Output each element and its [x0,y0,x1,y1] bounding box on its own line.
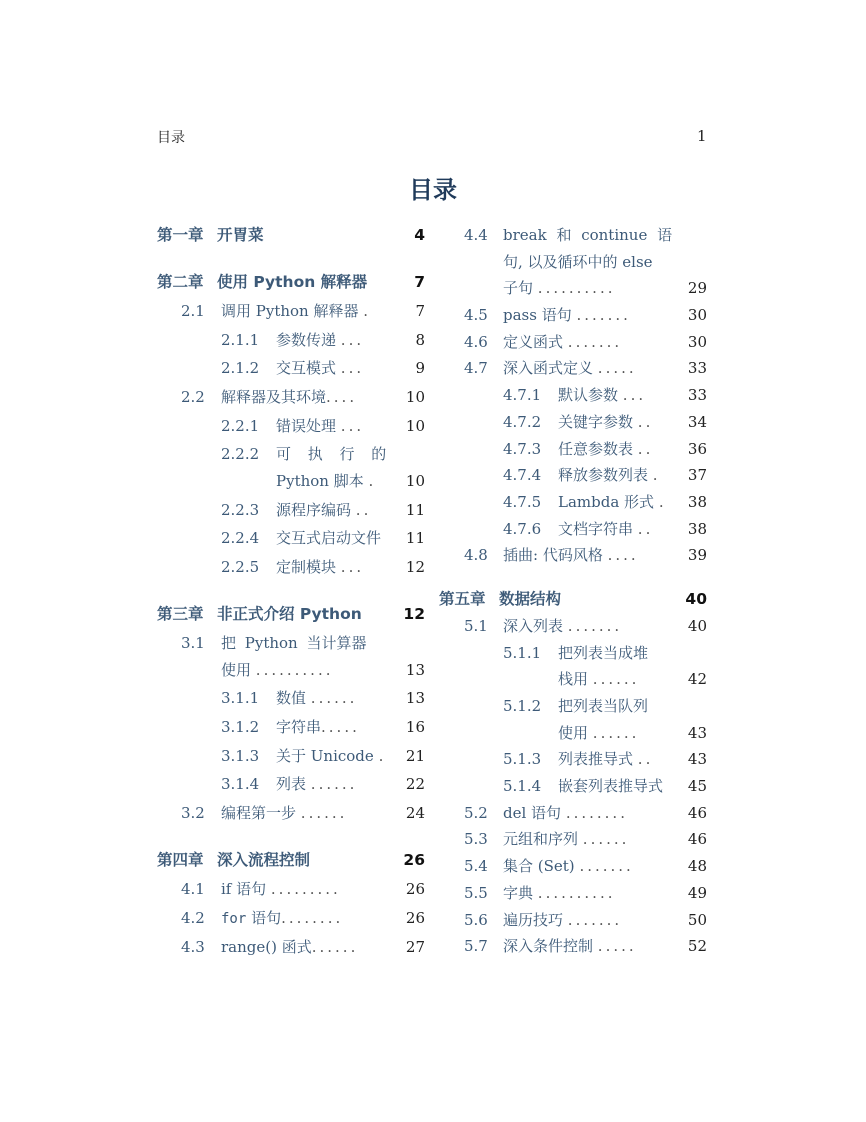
entry-number: 5.5 [464,884,488,902]
entry-title: 关于 Unicode [276,747,374,765]
entry-title: if 语句 [221,880,267,898]
entry-title: range() 函式 [221,938,312,956]
entry-number: 5.7 [464,937,488,955]
entry-number: 2.1.1 [221,331,260,349]
entry-page: 45 [687,777,707,795]
dot-leader: ...... [300,804,348,822]
entry-page: 10 [405,417,425,435]
entry-number: 3.1.4 [221,775,260,793]
dot-leader: ...... [592,670,640,688]
toc-entry-5-1-2[interactable] [503,693,707,747]
entry-title-line-1: 把列表当队列 [558,697,649,715]
dot-leader: ....... [567,911,623,929]
running-header-title: 目录 [157,130,185,146]
entry-title: 参数传递 [276,331,337,349]
entry-title: 遍历技巧 [503,911,564,929]
entry-number: 3.2 [181,804,205,822]
entry-page: 39 [687,546,707,564]
entry-page: 11 [405,501,425,519]
entry-number: 4.3 [181,938,205,956]
dot-leader: ..... [597,937,637,955]
entry-page: 9 [415,359,425,377]
entry-page: 34 [687,413,707,431]
entry-number: 5.1.2 [503,697,542,715]
entry-title: 插曲: 代码风格 [503,546,603,564]
entry-title: 交互模式 [276,359,337,377]
entry-title: 释放参数列表 [558,466,649,484]
running-header-page-number: 1 [697,127,707,145]
entry-number: 3.1 [181,634,205,652]
entry-page: 46 [687,830,707,848]
entry-number: 4.7.6 [503,520,542,538]
entry-title-line-2: Python 脚本 [276,472,364,490]
entry-number: 2.1 [181,302,205,320]
entry-page: 29 [687,279,707,297]
entry-title: 列表推导式 [558,750,634,768]
entry-title-line-2: 栈用 [558,670,589,688]
dot-leader: ...... [310,689,358,707]
entry-number: 2.2.5 [221,558,260,576]
chapter-title: 使用 Python 解释器 [217,273,368,291]
entry-title-line-2: 使用 [558,724,589,742]
entry-title: 字符串 [276,718,322,736]
entry-number: 5.1.4 [503,777,542,795]
dot-leader: . [368,472,377,490]
dot-leader: ...... [311,938,359,956]
dot-leader: ... [340,417,365,435]
entry-number: 3.1.2 [221,718,260,736]
chapter-page: 4 [414,226,425,244]
entry-page: 30 [687,333,707,351]
chapter-number: 第三章 [157,605,204,623]
entry-page: 26 [405,909,425,927]
entry-number: 4.6 [464,333,488,351]
entry-number: 4.7.5 [503,493,542,511]
entry-title: 编程第一步 [221,804,297,822]
dot-leader: ........ [565,804,628,822]
entry-page: 16 [405,718,425,736]
dot-leader: ....... [579,857,634,875]
chapter-number: 第五章 [439,590,486,608]
dot-leader: ....... [576,306,631,324]
entry-number: 3.1.1 [221,689,260,707]
entry-page: 48 [687,857,707,875]
entry-title: 深入列表 [503,617,564,635]
entry-title: 元组和序列 [503,830,579,848]
entry-page: 12 [405,558,425,576]
entry-number: 2.2.3 [221,501,260,519]
entry-number: 5.1.3 [503,750,542,768]
entry-title: 定制模块 [276,558,337,576]
dot-leader: .. [637,750,654,768]
entry-page: 10 [405,388,425,406]
entry-page: 42 [687,670,707,688]
entry-title: 字典 [503,884,534,902]
chapter-title: 开胃菜 [217,226,264,244]
entry-number: 5.3 [464,830,488,848]
dot-leader: ..... [321,718,360,736]
entry-number: 4.4 [464,226,488,244]
entry-title-line-3: 子句 [503,279,534,297]
entry-number: 2.2.1 [221,417,260,435]
entry-page: 13 [405,661,425,679]
entry-code-keyword: for [221,911,247,927]
entry-page: 30 [687,306,707,324]
chapter-page: 7 [414,273,425,291]
dot-leader: ...... [592,724,640,742]
chapter-title: 深入流程控制 [217,851,311,869]
chapter-number: 第四章 [157,851,204,869]
dot-leader: .. [637,440,654,458]
entry-page: 38 [687,493,707,511]
entry-title: 深入函式定义 [503,359,594,377]
dot-leader: .......... [537,884,616,902]
dot-leader: ..... [597,359,637,377]
entry-title: 任意参数表 [558,440,634,458]
entry-title: 列表 [276,775,307,793]
chapter-number: 第一章 [157,226,204,244]
entry-number: 2.2 [181,388,205,406]
dot-leader: ....... [567,333,623,351]
entry-title: 源程序编码 [276,501,352,519]
entry-title: 文档字符串 [558,520,634,538]
dot-leader: .......... [255,661,334,679]
dot-leader: .... [607,546,639,564]
dot-leader: ...... [582,830,630,848]
entry-number: 4.7.1 [503,386,542,404]
entry-number: 4.2 [181,909,205,927]
entry-title: 数值 [276,689,307,707]
chapter-page: 26 [403,851,425,869]
entry-number: 5.4 [464,857,488,875]
dot-leader: . [652,466,661,484]
entry-page: 43 [687,724,707,742]
entry-number: 5.6 [464,911,488,929]
entry-page: 43 [687,750,707,768]
toc-entry-4-4[interactable] [464,222,707,304]
entry-page: 38 [687,520,707,538]
chapter-page: 12 [403,605,425,623]
dot-leader: ... [622,386,647,404]
chapter-number: 第二章 [157,273,204,291]
dot-leader: .. [637,520,654,538]
entry-title: Lambda 形式 [558,493,655,511]
entry-page: 11 [405,529,425,547]
entry-title: 集合 (Set) [503,857,575,875]
entry-number: 4.7.3 [503,440,542,458]
entry-number: 4.8 [464,546,488,564]
dot-leader: . [363,302,372,320]
entry-title: 交互式启动文件 [276,529,382,547]
entry-title: 错误处理 [276,417,337,435]
dot-leader: .. [637,413,654,431]
entry-title: 语句 [251,909,282,927]
entry-page: 52 [687,937,707,955]
dot-leader: ...... [310,775,358,793]
entry-number: 4.7 [464,359,488,377]
entry-title: 定义函式 [503,333,564,351]
entry-page: 8 [415,331,425,349]
dot-leader: . [378,747,387,765]
entry-page: 27 [405,938,425,956]
dot-leader: . [658,493,667,511]
entry-page: 21 [405,747,425,765]
page-title: 目录 [409,176,457,204]
entry-page: 37 [687,466,707,484]
entry-page: 10 [405,472,425,490]
entry-page: 7 [415,302,425,320]
entry-number: 2.1.2 [221,359,260,377]
chapter-title: 非正式介绍 Python [217,605,362,623]
entry-title: 深入条件控制 [503,937,594,955]
toc-entry-5-1-1[interactable] [503,640,707,694]
chapter-page: 40 [685,590,707,608]
dot-leader: .......... [537,279,616,297]
entry-title: 关键字参数 [558,413,634,431]
entry-title: 解释器及其环境 [221,388,327,406]
toc-entry-2-2-2[interactable] [221,441,425,497]
entry-number: 4.5 [464,306,488,324]
entry-title: pass 语句 [503,306,572,324]
entry-title: del 语句 [503,804,562,822]
dot-leader: .... [326,388,358,406]
entry-page: 26 [405,880,425,898]
dot-leader: ........ [281,909,344,927]
dot-leader: ... [340,331,365,349]
entry-page: 40 [687,617,707,635]
entry-page: 13 [405,689,425,707]
entry-title: 默认参数 [558,386,619,404]
entry-page: 50 [687,911,707,929]
entry-number: 4.1 [181,880,205,898]
entry-number: 4.7.4 [503,466,542,484]
entry-title-line-1: 可 执 行 的 [276,445,387,463]
toc-entry-3-1[interactable] [181,630,425,686]
entry-page: 22 [405,775,425,793]
entry-title-line-1: 把列表当成堆 [558,644,649,662]
entry-title-line-1: 把 Python 当计算器 [221,634,367,652]
entry-number: 5.1.1 [503,644,542,662]
entry-page: 24 [405,804,425,822]
entry-title-line-1: break 和 continue 语 [503,226,673,244]
entry-number: 5.1 [464,617,488,635]
entry-page: 36 [687,440,707,458]
dot-leader: ... [340,558,365,576]
entry-page: 49 [687,884,707,902]
chapter-title: 数据结构 [499,590,562,608]
entry-number: 2.2.2 [221,445,260,463]
entry-page: 33 [687,359,707,377]
dot-leader: .. [355,501,372,519]
entry-number: 5.2 [464,804,488,822]
entry-number: 4.7.2 [503,413,542,431]
dot-leader: ....... [567,617,623,635]
dot-leader: ... [340,359,365,377]
entry-number: 2.2.4 [221,529,260,547]
entry-number: 3.1.3 [221,747,260,765]
entry-page: 33 [687,386,707,404]
entry-page: 46 [687,804,707,822]
entry-title: 调用 Python 解释器 [221,302,359,320]
entry-title: 嵌套列表推导式 [558,777,664,795]
dot-leader: ......... [270,880,341,898]
entry-title-line-2: 使用 [221,661,252,679]
entry-title-line-2: 句, 以及循环中的 else [503,253,653,271]
